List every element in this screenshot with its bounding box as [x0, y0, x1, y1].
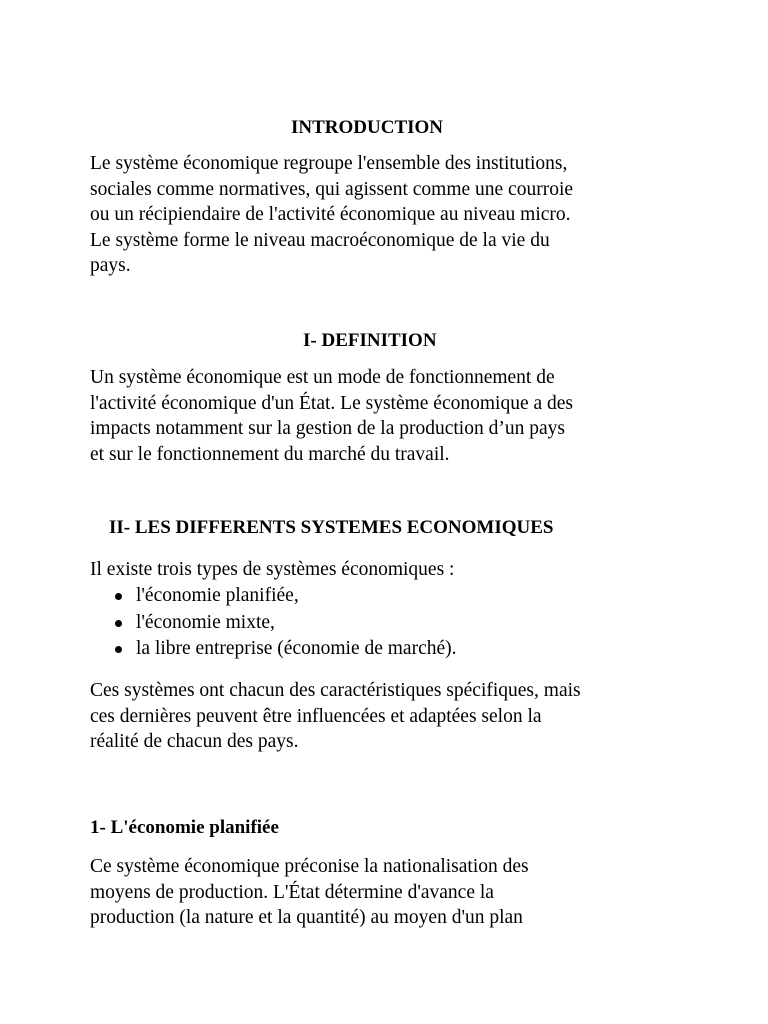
- definition-line: et sur le fonctionnement du marché du travail.: [90, 443, 450, 465]
- systems-line: ces dernières peuvent être influencées et adaptées selon la: [90, 705, 542, 727]
- planned-economy-line: production (la nature et la quantité) au moyen d'un plan: [90, 907, 523, 928]
- bullet-icon: [115, 620, 122, 627]
- systems-line: Ces systèmes ont chacun des caractéristiques spécifiques, mais: [90, 680, 581, 701]
- introduction-line: pays.: [90, 255, 131, 276]
- systems-paragraph: [90, 678, 690, 755]
- introduction-heading: INTRODUCTION: [291, 117, 444, 138]
- systems-list: [90, 583, 690, 663]
- systems-list-block: [90, 556, 690, 663]
- definition-heading: I- DEFINITION: [303, 330, 437, 351]
- introduction-line: Le système économique regroupe l'ensemble des institutions,: [90, 153, 568, 174]
- planned-economy-line: Ce système économique préconise la nationalisation des: [90, 856, 529, 877]
- systems-intro: Il existe trois types de systèmes économiques :: [90, 559, 455, 580]
- definition-line: Un système économique est un mode de fonctionnement de: [90, 367, 555, 388]
- list-item: [90, 636, 690, 663]
- list-item-label: l'économie planifiée,: [136, 585, 299, 606]
- introduction-line: Le système forme le niveau macroéconomique de la vie du: [90, 229, 550, 251]
- definition-line: impacts notamment sur la gestion de la production d’un pays: [90, 418, 565, 439]
- list-item: [90, 583, 690, 610]
- introduction-line: ou un récipiendaire de l'activité économique au niveau micro.: [90, 204, 571, 225]
- list-item-label: la libre entreprise (économie de marché).: [136, 638, 457, 659]
- introduction-paragraph: [90, 151, 690, 279]
- definition-line: l'activité économique d'un État. Le système économique a des: [90, 392, 573, 414]
- list-item-label: l'économie mixte,: [136, 611, 275, 633]
- definition-paragraph: [90, 365, 690, 467]
- planned-economy-line: moyens de production. L'État détermine d'avance la: [90, 881, 494, 903]
- bullet-icon: [115, 646, 122, 653]
- planned-economy-heading: 1- L'économie planifiée: [90, 817, 279, 838]
- planned-economy-paragraph: [90, 854, 690, 931]
- systems-heading: II- LES DIFFERENTS SYSTEMES ECONOMIQUES: [109, 517, 554, 538]
- list-item: [90, 610, 690, 637]
- bullet-icon: [115, 593, 122, 600]
- systems-line: réalité de chacun des pays.: [90, 731, 299, 752]
- introduction-line: sociales comme normatives, qui agissent comme une courroie: [90, 178, 574, 200]
